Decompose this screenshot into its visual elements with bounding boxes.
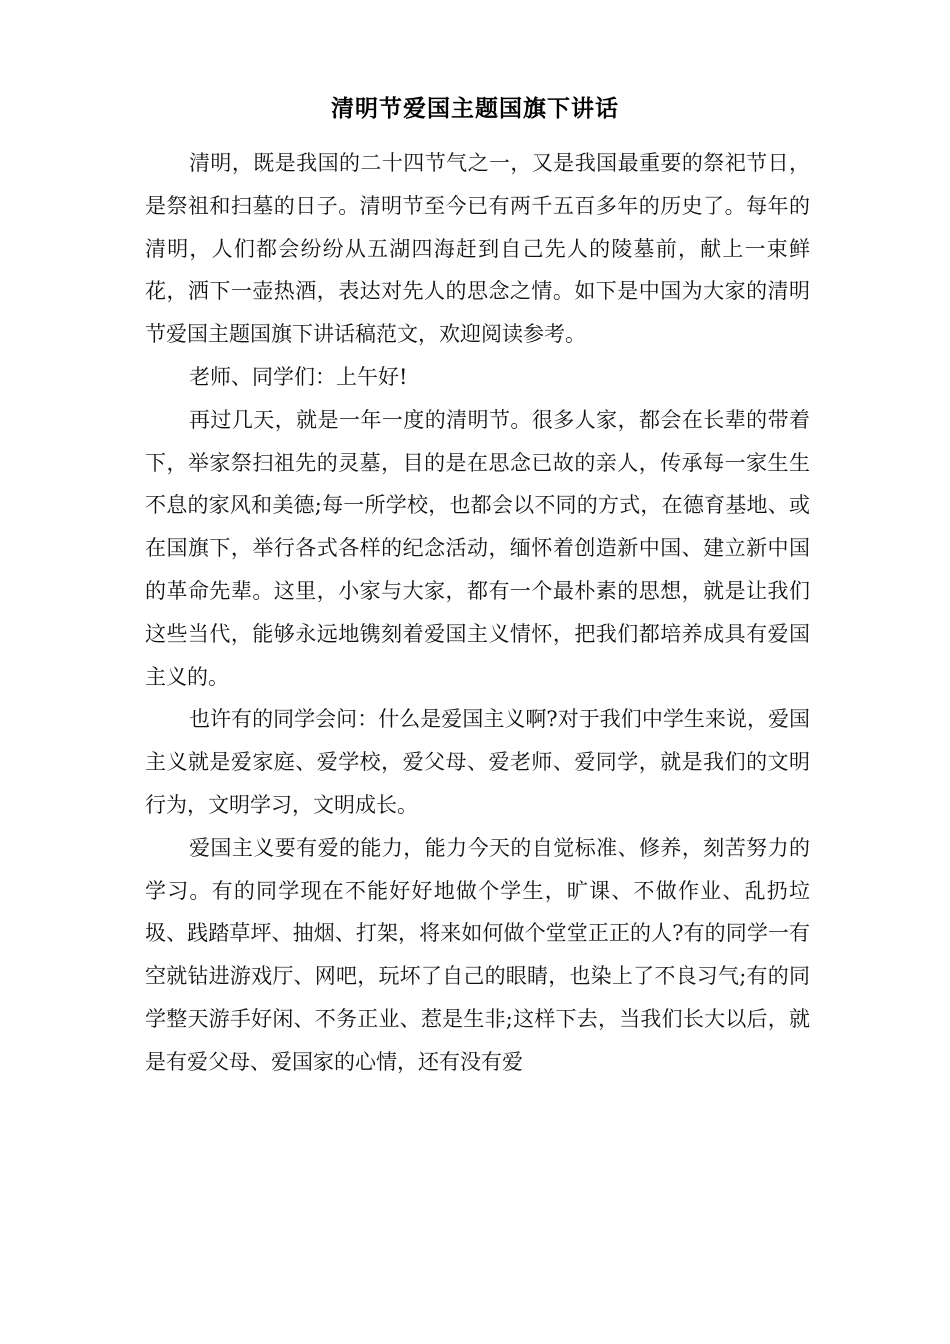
- paragraph-ability: 爱国主义要有爱的能力，能力今天的自觉标准、修养，刻苦努力的学习。有的同学现在不能好好地做个学生，旷课、不做作业、乱扔垃圾、践踏草坪、抽烟、打架，将来如何做个堂堂正正的人?有的同学一有空就钻进游戏厅、网吧，玩坏了自己的眼睛，也染上了不良习气;有的同学整天游手好闲、不务正业、惹是生非;这样下去，当我们长大以后，就是有爱父母、爱国家的心情，还有没有爱: [145, 835, 810, 1074]
- paragraph-intro: 清明，既是我国的二十四节气之一，又是我国最重要的祭祀节日，是祭祖和扫墓的日子。清明节至今已有两千五百多年的历史了。每年的清明，人们都会纷纷从五湖四海赶到自己先人的陵墓前，献上一束鲜花，洒下一壶热酒，表达对先人的思念之情。如下是中国为大家的清明节爱国主题国旗下讲话稿范文，欢迎阅读参考。: [145, 151, 810, 347]
- paragraph-greeting: 老师、同学们：上午好!: [189, 364, 408, 389]
- paragraph-question: 也许有的同学会问：什么是爱国主义啊?对于我们中学生来说，爱国主义就是爱家庭、爱学校，爱父母、爱老师、爱同学，就是我们的文明行为，文明学习，文明成长。: [145, 707, 810, 817]
- document-title: 清明节爱国主题国旗下讲话: [331, 95, 619, 122]
- paragraph-qingming: 再过几天，就是一年一度的清明节。很多人家，都会在长辈的带着下，举家祭扫祖先的灵墓，目的是在思念已故的亲人，传承每一家生生不息的家风和美德;每一所学校，也都会以不同的方式，在德育基地、或在国旗下，举行各式各样的纪念活动，缅怀着创造新中国、建立新中国的革命先辈。这里，小家与大家，都有一个最朴素的思想，就是让我们这些当代，能够永远地镌刻着爱国主义情怀，把我们都培养成具有爱国主义的。: [145, 407, 810, 689]
- document-body: [145, 142, 810, 1084]
